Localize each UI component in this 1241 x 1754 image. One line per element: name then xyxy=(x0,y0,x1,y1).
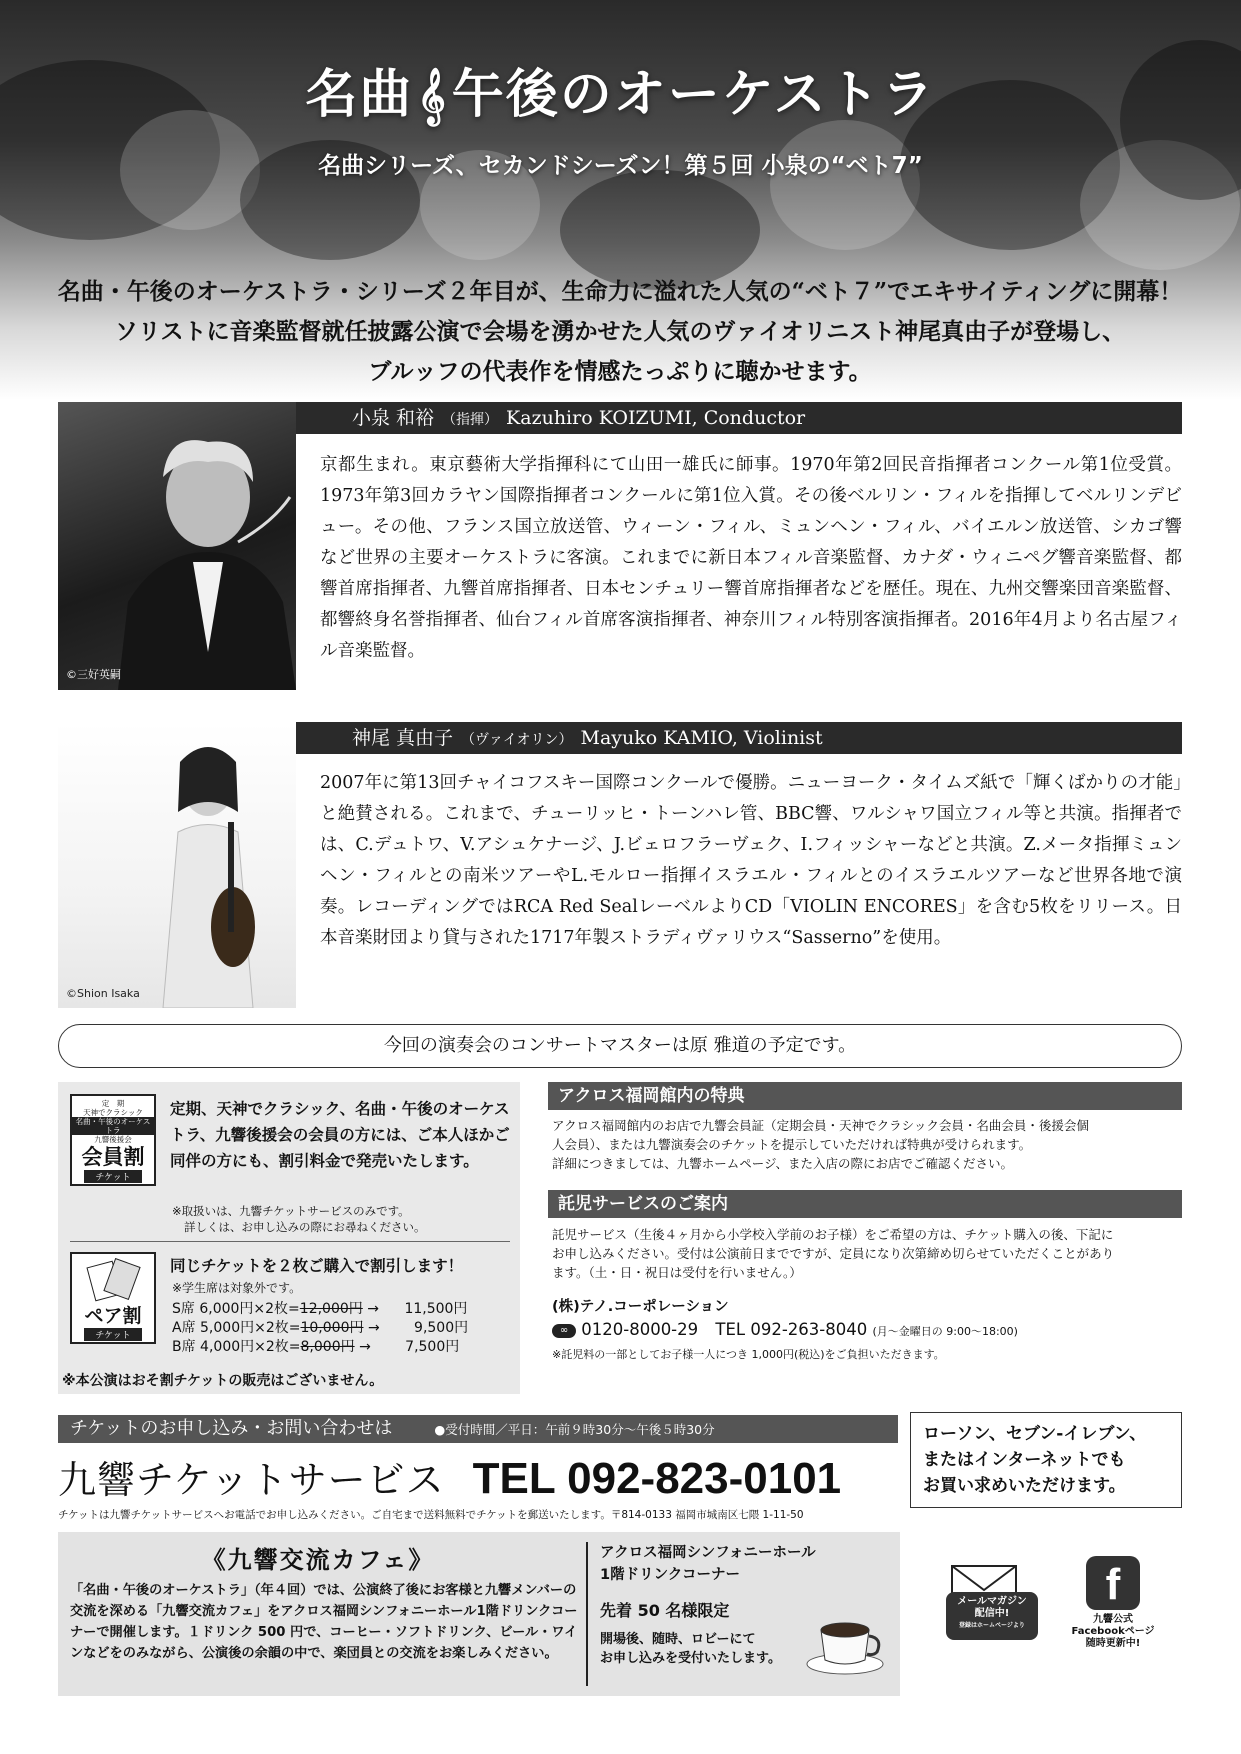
ticket-service xyxy=(58,1449,841,1504)
conductor-roman-name: Kazuhiro KOIZUMI, Conductor xyxy=(506,407,806,429)
pair-discount-note: ※学生席は対象外です。 xyxy=(172,1281,302,1295)
mail-magazine-badge[interactable]: メールマガジン 配信中! 登録はホームページより xyxy=(942,1558,1042,1648)
conductor-bio: 京都生まれ。東京藝術大学指揮科にて山田一雄氏に師事。1970年第2回民音指揮者コンクール第1位受賞。1973年第3回カラヤン国際指揮者コンクールに第1位入賞。その後ベルリン・フィルを指揮してベルリンデビュー。その他、フランス国立放送管、ウィーン・フィル、ミュンヘン・フィル、バイエルン放送管、シカゴ響など世界の主要オーケストラに客演。これまでに新日本フィル音楽監督、カナダ・ウィニペグ響音楽監督、都響首席指揮者、九響首席指揮者、日本センチュリー響首席指揮者などを歴任。現在、九州交響楽団音楽監督、都響終身名誉指揮者、仙台フィル首席客演指揮者、神奈川フィル特別客演指揮者。2016年4月より名古屋フィル音楽監督。 xyxy=(320,455,1182,661)
cafe-divider xyxy=(586,1542,588,1686)
ticket-service-name: 九響チケットサービス xyxy=(58,1458,445,1502)
price-row-b: B席 4,000円×2枚=8,000円 → 7,500円 xyxy=(172,1339,460,1355)
violinist-name: 神尾 真由子 xyxy=(352,727,454,749)
childcare-header: 託児サービスのご案内 xyxy=(548,1190,1182,1218)
concertmaster-notice: 今回の演奏会のコンサートマスターは原 雅道の予定です。 xyxy=(58,1024,1182,1068)
ticket-service-note: チケットは九響チケットサービスへお電話でお申し込みください。ご自宅まで送料無料でチケットを郵送いたします。〒814-0133 福岡市城南区七隈 1-11-50 xyxy=(58,1509,804,1521)
lead-text: 名曲・午後のオーケストラ・シリーズ２年目が、生命力に溢れた人気の“ベト７”でエキサイティングに開幕！ ソリストに音楽監督就任披露公演で会場を湧かせた人気のヴァイオリニスト神尾真由子が登場し、 ブルッフの代表作を情感たっぷりに聴かせます。 xyxy=(57,278,1183,385)
conductor-silhouette-icon xyxy=(58,402,296,690)
tickets-icon xyxy=(83,1258,143,1302)
facebook-badge[interactable]: f 九響公式 Facebookページ 随時更新中! xyxy=(1058,1556,1168,1656)
price-row-a: A席 5,000円×2枚=10,000円 → 9,500円 xyxy=(172,1320,469,1336)
childcare-company: (株)テノ.コーポレーション xyxy=(552,1299,729,1315)
conductor-name: 小泉 和裕 xyxy=(352,407,435,429)
conductor-name-bar xyxy=(296,402,1182,434)
price-row-s: S席 6,000円×2枚=12,000円 → 11,500円 xyxy=(172,1301,468,1317)
member-discount-note: ※取扱いは、九響チケットサービスのみです。 詳しくは、お申し込みの際にお尋ねください。 xyxy=(172,1204,426,1234)
pair-discount-badge: ペア割 チケット xyxy=(70,1252,156,1344)
violinist-roman-name: Mayuko KAMIO, Violinist xyxy=(580,727,823,749)
violinist-photo xyxy=(58,722,296,1008)
conductor-role: （指揮） xyxy=(442,412,499,428)
childcare-phone: ∞ 0120-8000-29 TEL 092-263-8040 (月〜金曜日の 9:00〜18:00) xyxy=(552,1320,1018,1339)
pair-price-table xyxy=(172,1300,468,1357)
childcare-fee-note: ※託児料の一部としてお子様一人につき 1,000円(税込)をご負担いただきます。 xyxy=(552,1348,945,1361)
treble-clef-icon: 𝄞 xyxy=(417,68,448,124)
member-discount-text: 定期、天神でクラシック、名曲・午後のオーケストラ、九響後援会の会員の方には、ご本人ほかご同伴の方にも、割引料金で発売いたします。 xyxy=(170,1100,510,1170)
contact-bar: チケットのお申し込み・お問い合わせは ●受付時間／平日：午前９時30分〜午後５時30分 xyxy=(58,1415,898,1443)
cafe-body: 「名曲・午後のオーケストラ」（年４回）では、公演終了後にお客様と九響メンバーの交流を深める「九響交流カフェ」をアクロス福岡シンフォニーホール1階ドリンクコーナーで開催します。１ドリンク 500 円で、コーヒー・ソフトドリンク、ビール・ワインなどをのみながら、公演後の余韻の中で、楽団員との交流をお楽しみください。 xyxy=(70,1583,578,1661)
panel-divider xyxy=(70,1241,510,1242)
cafe-details: アクロス福岡シンフォニーホール 1階ドリンクコーナー 先着 50 名様限定 開場後、随時、ロビーにて お申し込みを受付いたします。 xyxy=(600,1545,816,1666)
ticket-service-tel[interactable]: TEL 092-823-0101 xyxy=(472,1454,842,1503)
coffee-cup-icon xyxy=(803,1600,893,1680)
acros-benefit-header: アクロス福岡館内の特典 xyxy=(548,1082,1182,1110)
conductor-photo xyxy=(58,402,296,690)
pair-discount-title: 同じチケットを２枚ご購入で割引します！ xyxy=(170,1257,464,1275)
concert-title: 名曲𝄞午後のオーケストラ xyxy=(305,64,936,125)
facebook-icon: f xyxy=(1086,1556,1140,1610)
violinist-role: （ヴァイオリン） xyxy=(461,732,573,748)
convenience-store-notice: ローソン、セブン-イレブン、 またはインターネットでも お買い求めいただけます。 xyxy=(910,1412,1182,1508)
cafe-title: 《九響交流カフェ》 xyxy=(201,1545,435,1574)
acros-benefit-text: アクロス福岡館内のお店で九響会員証（定期会員・天神でクラシック会員・名曲会員・後援会個 人会員）、または九響演奏会のチケットを提示していただければ特典が受けられます。 詳細につきましては、九響ホームページ、また入店の際にお店でご確認ください。 xyxy=(552,1118,1089,1171)
cafe-panel xyxy=(58,1532,900,1696)
osowari-note: ※本公演はおそ割チケットの販売はございません。 xyxy=(62,1373,384,1389)
photo-credit: ©三好英嗣 xyxy=(66,668,121,681)
violinist-name-bar xyxy=(296,722,1182,754)
violinist-bio: 2007年に第13回チャイコフスキー国際コンクールで優勝。ニューヨーク・タイムズ紙で「輝くばかりの才能」と絶賛される。これまで、チューリッヒ・トーンハレ管、BBC響、ワルシャワ国立フィル等と共演。指揮者では、C.デュトワ、V.アシュケナージ、J.ビェロフラーヴェク、I.フィッシャーなどと共演。Z.メータ指揮ミュンヘン・フィルとの南米ツアーやL.モルロー指揮イスラエル・フィルとのイスラエルツアーなど世界各地で演奏。レコーディングではRCA Red SealレーベルよりCD「VIOLIN ENCORES」を含む5枚をリリース。日本音楽財団より貸与された1717年製ストラディヴァリウス“Sasserno”を使用。 xyxy=(320,773,1182,948)
photo-credit: ©Shion Isaka xyxy=(66,987,140,1000)
childcare-text: 託児サービス（生後４ヶ月から小学校入学前のお子様）をご希望の方は、チケット購入の後、下記に お申し込みください。受付は公演前日までですが、定員になり次第締め切らせていただくことがあり ます。（土・日・祝日は受付を行いません。） xyxy=(552,1227,1115,1280)
member-discount-badge: 定 期 天神でクラシック 名曲・午後のオーケストラ 九響後援会 会員割 チケット xyxy=(70,1094,156,1186)
violinist-silhouette-icon xyxy=(58,722,296,1008)
concert-subtitle: 名曲シリーズ、セカンドシーズン！第５回 小泉の“ベト7” xyxy=(318,153,923,179)
freedial-icon: ∞ xyxy=(552,1324,576,1338)
